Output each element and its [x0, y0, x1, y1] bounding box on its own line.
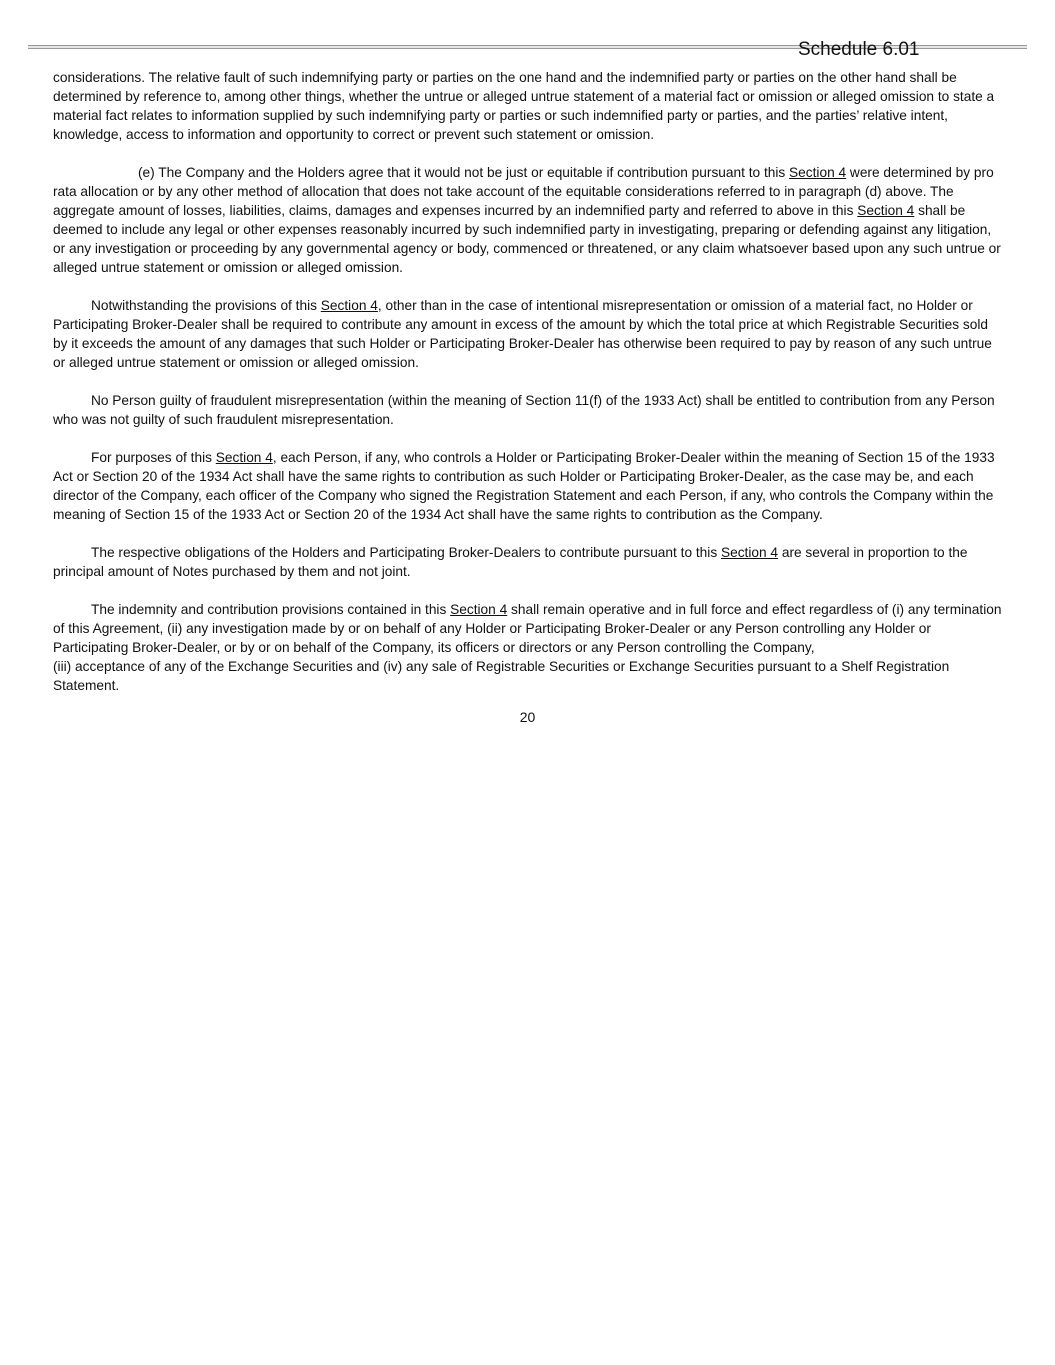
page-number: 20: [519, 709, 536, 725]
paragraph-text: , each Person, if any, who controls a Holder or Participating Broker-Dealer within the meaning of Section 15 of the 1933 Act or Section 20 of the 1934 Act shall have the same rights to contribution as such Holder or Participating Broker-Dealer, as the case may be, and each director of the Company, each officer of the Company who signed the Registration Statement and each Person, if any, who controls the Company within the meaning of Section 15 of the 1933 Act or Section 20 of the 1934 Act shall have the same rights to contribution as the Company.: [53, 450, 995, 522]
document-body: [53, 68, 1005, 714]
paragraph-e: [53, 163, 1005, 277]
schedule-label: Schedule 6.01: [798, 39, 920, 60]
paragraph-considerations: [53, 68, 1005, 144]
paragraph-control-persons: [53, 448, 1005, 524]
paragraph-text: Notwithstanding the provisions of this: [91, 298, 321, 313]
section-4-reference: Section 4: [450, 602, 508, 617]
paragraph-notwithstanding: [53, 296, 1005, 372]
paragraph-survival: [53, 600, 1005, 695]
section-4-reference: Section 4: [320, 298, 378, 313]
paragraph-text: The indemnity and contribution provisions contained in this: [91, 602, 451, 617]
section-4-reference: Section 4: [789, 165, 847, 180]
paragraph-text: considerations. The relative fault of such indemnifying party or parties on the one hand and the indemnified party or parties on the other hand shall be determined by reference to, among other things, whether the untrue or alleged untrue statement of a material fact or omission or alleged omission to state a material fact relates to information supplied by such indemnifying party or parties or such indemnified party or parties, and the parties’ relative intent, knowledge, access to information and opportunity to correct or prevent such statement or omission.: [53, 70, 995, 142]
section-4-reference: Section 4: [857, 203, 915, 218]
paragraph-text: The respective obligations of the Holders and Participating Broker-Dealers to contribute pursuant to this: [91, 545, 721, 560]
section-4-reference: Section 4: [215, 450, 273, 465]
paragraph-text: , other than in the case of intentional misrepresentation or omission of a material fact, no Holder or Participating Broker-Dealer shall be required to contribute any amount in excess of the amount by which the total price at which Registrable Securities sold by it exceeds the amount of any damages that such Holder or Participating Broker-Dealer has otherwise been required to pay by reason of any such untrue or alleged untrue statement or omission or alleged omission.: [53, 298, 992, 370]
paragraph-text: (e) The Company and the Holders agree that it would not be just or equitable if contribution pursuant to this: [138, 165, 790, 180]
paragraph-text: are several in proportion to the principal amount of Notes purchased by them and not joint.: [53, 545, 968, 579]
paragraph-several-obligations: [53, 543, 1005, 581]
paragraph-text: were determined by pro rata allocation or by any other method of allocation that does not take account of the equitable considerations referred to in paragraph (d) above. The aggregate amount of losses, liabilities, claims, damages and expenses incurred by an indemnified party and referred to above in this: [53, 165, 994, 218]
paragraph-text: No Person guilty of fraudulent misrepresentation (within the meaning of Section 11(f) of the 1933 Act) shall be entitled to contribution from any Person who was not guilty of such fraudulent misrepresentation.: [53, 393, 995, 427]
section-4-reference: Section 4: [720, 545, 779, 560]
paragraph-text: (iii) acceptance of any of the Exchange Securities and (iv) any sale of Registrable Securities or Exchange Securities pursuant to a Shelf Registration Statement.: [53, 659, 950, 693]
paragraph-text: For purposes of this: [91, 450, 216, 465]
paragraph-fraudulent: [53, 391, 1005, 429]
paragraph-text: shall be deemed to include any legal or other expenses reasonably incurred by such indemnified party in investigating, preparing or defending against any litigation, or any investigation or proceeding by any governmental agency or body, commenced or threatened, or any claim whatsoever based upon any such untrue or alleged untrue statement or omission or alleged omission.: [53, 203, 1001, 275]
paragraph-text: shall remain operative and in full force and effect regardless of (i) any termination of this Agreement, (ii) any investigation made by or on behalf of any Holder or Participating Broker-Dealer or any Person controlling any Holder or Participating Broker-Dealer, or by or on behalf of the Company, its officers or directors or any Person controlling the Company,: [53, 602, 1002, 655]
